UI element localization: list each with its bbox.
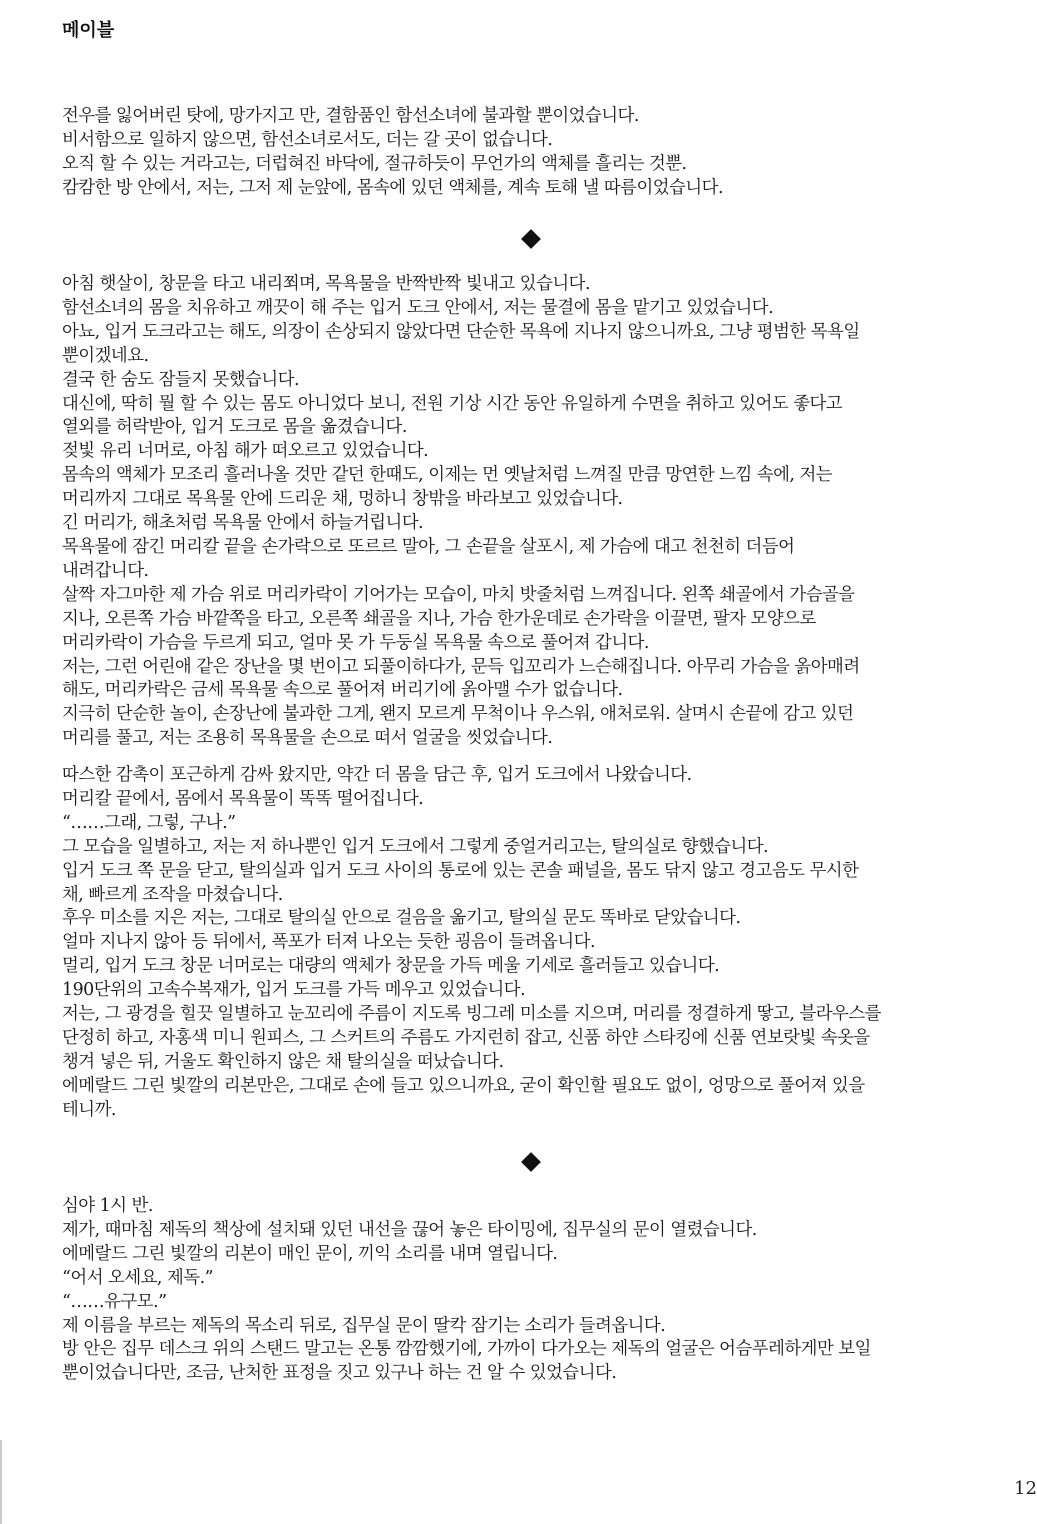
page-edge-shadow: [0, 1440, 2, 1524]
text-line: 방 안은 집무 데스크 위의 스탠드 말고는 온통 깜깜했기에, 가까이 다가오는 제독의 얼굴은 어슴푸레하게만 보일: [62, 1339, 871, 1360]
text-line: 오직 할 수 있는 거라고는, 더럽혀진 바닥에, 절규하듯이 무언가의 액체를 흘리는 것뿐.: [62, 153, 687, 174]
text-line: 따스한 감촉이 포근하게 감싸 왔지만, 약간 더 몸을 담근 후, 입거 도크에서 나왔습니다.: [62, 765, 692, 785]
text-line: 지극히 단순한 놀이, 손장난에 불과한 그게, 왠지 모르게 무척이나 우스워, 애처로워. 살며시 손끝에 감고 있던: [62, 704, 854, 725]
text-line: 후우 미소를 지은 저는, 그대로 탈의실 안으로 걸음을 옮기고, 탈의실 문도 똑바로 닫았습니다.: [62, 908, 741, 929]
page-number: 12: [1014, 1478, 1037, 1499]
text-line: 함선소녀의 몸을 치유하고 깨끗이 해 주는 입거 도크 안에서, 저는 물결에 몸을 맡기고 있었습니다.: [62, 297, 774, 318]
text-line: 저는, 그 광경을 힐끗 일별하고 눈꼬리에 주름이 지도록 빙그레 미소를 지으며, 머리를 정결하게 땋고, 블라우스를: [62, 1004, 881, 1025]
text-line: 대신에, 딱히 뭘 할 수 있는 몸도 아니었다 보니, 전원 기상 시간 동안 유일하게 수면을 취하고 있어도 좋다고: [62, 393, 843, 414]
text-line: 머리를 풀고, 저는 조용히 목욕물을 손으로 떠서 얼굴을 씻었습니다.: [62, 728, 553, 749]
body-section-2a: [62, 273, 1010, 751]
body-section-3: [62, 1195, 1010, 1386]
text-line: 뿐이었습니다만, 조금, 난처한 표정을 짓고 있구나 하는 건 알 수 있었습니다.: [62, 1363, 617, 1384]
text-line: 입거 도크 쪽 문을 닫고, 탈의실과 입거 도크 사이의 통로에 있는 콘솔 패널을, 몸도 닦지 않고 경고음도 무시한: [62, 860, 859, 881]
text-line: 목욕물에 잠긴 머리칼 끝을 손가락으로 또르르 말아, 그 손끝을 살포시, 제 가슴에 대고 천천히 더듬어: [62, 536, 795, 557]
text-line: 제가, 때마침 제독의 책상에 설치돼 있던 내선을 끊어 놓은 타이밍에, 집무실의 문이 열렸습니다.: [62, 1219, 757, 1240]
text-line: 캄캄한 방 안에서, 저는, 그저 제 눈앞에, 몸속에 있던 액체를, 계속 토해 낼 따름이었습니다.: [62, 177, 723, 198]
text-line: 멀리, 입거 도크 창문 너머로는 대량의 액체가 창문을 가득 메울 기세로 흘러들고 있습니다.: [62, 956, 720, 977]
text-line: 열외를 허락받아, 입거 도크로 몸을 옮겼습니다.: [62, 417, 407, 438]
section-divider-diamond-2: [521, 1152, 541, 1172]
text-line: 내려갑니다.: [62, 560, 149, 581]
text-line: 머리까지 그대로 목욕물 안에 드리운 채, 멍하니 창밖을 바라보고 있었습니다.: [62, 489, 623, 510]
body-section-2b: [62, 764, 1010, 1123]
text-line: 그 모습을 일별하고, 저는 저 하나뿐인 입거 도크에서 그렇게 중얼거리고는, 탈의실로 향했습니다.: [62, 836, 769, 857]
section-divider-diamond-1: [521, 229, 541, 249]
text-line: 뿐이겠네요.: [62, 345, 149, 366]
text-line: 지나, 오른쪽 가슴 바깥쪽을 타고, 오른쪽 쇄골을 지나, 가슴 한가운데로 손가락을 이끌면, 팔자 모양으로: [62, 608, 816, 629]
text-line: 전우를 잃어버린 탓에, 망가지고 만, 결함품인 함선소녀에 불과할 뿐이었습니다.: [62, 106, 639, 126]
text-line: 머리카락이 가슴을 두르게 되고, 얼마 못 가 두둥실 목욕물 속으로 풀어져 갑니다.: [62, 632, 649, 653]
text-line: 제 이름을 부르는 제독의 목소리 뒤로, 집무실 문이 딸칵 잠기는 소리가 들려옵니다.: [62, 1315, 666, 1336]
text-line: 에메랄드 그린 빛깔의 리본만은, 그대로 손에 들고 있으니까요, 굳이 확인할 필요도 없이, 엉망으로 풀어져 있을: [62, 1075, 865, 1096]
page-header-title: 메이블: [62, 20, 115, 41]
text-line: 아침 햇살이, 창문을 타고 내리쬐며, 목욕물을 반짝반짝 빛내고 있습니다.: [62, 274, 590, 294]
text-line: 챙겨 넣은 뒤, 거울도 확인하지 않은 채 탈의실을 떠났습니다.: [62, 1051, 504, 1072]
text-line: 해도, 머리카락은 금세 목욕물 속으로 풀어져 버리기에 옭아맬 수가 없습니다.: [62, 680, 623, 701]
body-section-1: [62, 105, 1010, 201]
text-line: 채, 빠르게 조작을 마쳤습니다.: [62, 884, 283, 905]
text-line: 비서함으로 일하지 않으면, 함선소녀로서도, 더는 갈 곳이 없습니다.: [62, 129, 553, 150]
text-line: 심야 1시 반.: [62, 1196, 153, 1216]
text-line: 저는, 그런 어린애 같은 장난을 몇 번이고 되풀이하다가, 문득 입꼬리가 느슨해집니다. 아무리 가슴을 옭아매려: [62, 656, 860, 677]
text-line: 에메랄드 그린 빛깔의 리본이 매인 문이, 끼익 소리를 내며 열립니다.: [62, 1243, 558, 1264]
text-line: 긴 머리가, 해초처럼 목욕물 안에서 하늘거립니다.: [62, 513, 424, 534]
text-line: 190단위의 고속수복재가, 입거 도크를 가득 메우고 있었습니다.: [62, 980, 526, 1001]
text-line: 머리칼 끝에서, 몸에서 목욕물이 똑똑 떨어집니다.: [62, 788, 424, 809]
text-line: 얼마 지나지 않아 등 뒤에서, 폭포가 터져 나오는 듯한 굉음이 들려옵니다.: [62, 932, 596, 953]
text-line: 젖빛 유리 너머로, 아침 해가 떠오르고 있었습니다.: [62, 441, 429, 462]
text-line: 아뇨, 입거 도크라고는 해도, 의장이 손상되지 않았다면 단순한 목욕에 지나지 않으니까요, 그냥 평범한 목욕일: [62, 321, 860, 342]
text-line: “……유구모.”: [62, 1291, 167, 1312]
text-line: 결국 한 숨도 잠들지 못했습니다.: [62, 369, 300, 390]
text-line: 살짝 자그마한 제 가슴 위로 머리카락이 기어가는 모습이, 마치 밧줄처럼 느껴집니다. 왼쪽 쇄골에서 가슴골을: [62, 584, 855, 605]
text-line: “……그래, 그렇, 구나.”: [62, 812, 236, 833]
text-line: 테니까.: [62, 1099, 116, 1120]
text-line: 단정히 하고, 자홍색 미니 원피스, 그 스커트의 주름도 가지런히 잡고, 신품 하얀 스타킹에 신품 연보랏빛 속옷을: [62, 1027, 870, 1048]
text-line: 몸속의 액체가 모조리 흘러나올 것만 같던 한때도, 이제는 먼 옛날처럼 느껴질 만큼 망연한 느낌 속에, 저는: [62, 465, 833, 486]
text-line: “어서 오세요, 제독.”: [62, 1267, 213, 1288]
